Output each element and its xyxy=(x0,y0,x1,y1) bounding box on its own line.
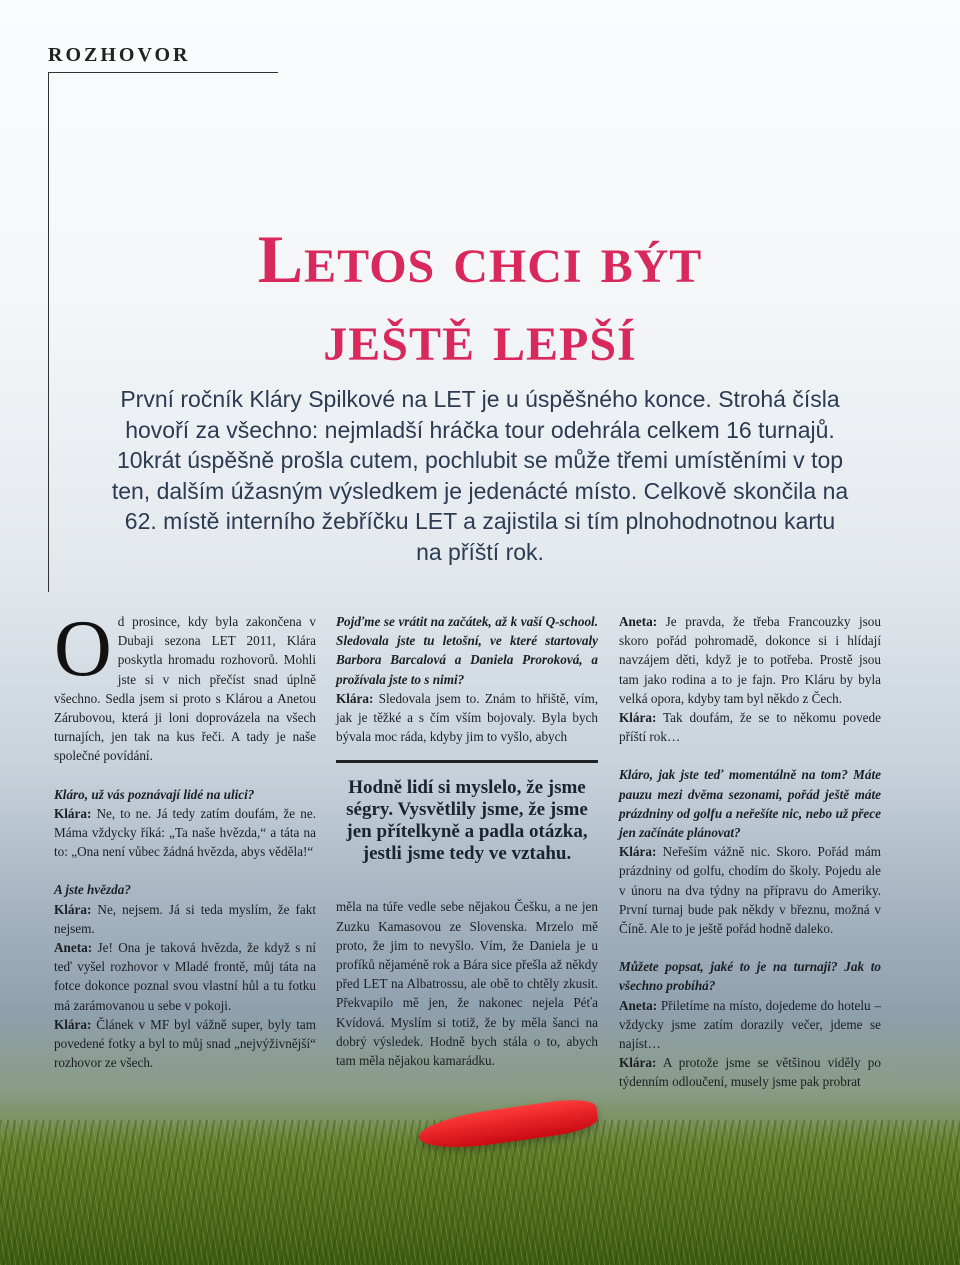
answer xyxy=(336,689,598,747)
speaker: Klára: xyxy=(619,1055,657,1071)
answer-text: Je pravda, že třeba Francouzky jsou skoro pořád pohromadě, dokonce si i hlídají navzájem děti, když je to potřeba. Prostě jsou tam jako rodina a to je fajn. Pro Kláru by byla velká opora, kdyby tam byl někdo z Čech. xyxy=(619,614,881,706)
column-3 xyxy=(619,612,881,1092)
answer-text: Ne, to ne. Já tedy zatím doufám, že ne. Máma vždycky říká: „Ta naše hvězda,“ a táta na to: „Ona není vůbec žádná hvězda, abys věděla!“ xyxy=(54,805,316,860)
pull-quote: Hodně lidí si myslelo, že jsme ségry. Vysvětlily jsme, že jsme jen přítelkyně a padla otázka, jestli jsme tedy ve vztahu. xyxy=(336,760,598,877)
dropcap: O xyxy=(54,605,112,693)
question: A jste hvězda? xyxy=(54,882,131,898)
question: Kláro, jak jste teď momentálně na tom? Máte pauzu mezi dvěma sezonami, pořád ještě máte prázdniny od golfu a neřešíte nic, nebo už přece jen začínáte plánovat? xyxy=(619,767,881,841)
answer-text: Přiletíme na místo, dojedeme do hotelu – vždycky jsme zatím dorazily večer, jdeme se najíst… xyxy=(619,997,881,1052)
answer xyxy=(619,842,881,938)
column-1 xyxy=(54,605,316,1072)
speaker: Klára: xyxy=(619,710,657,726)
answer xyxy=(54,900,316,938)
speaker: Klára: xyxy=(54,1016,92,1032)
answer-text: A protože jsme se většinou viděly po týdenním odloučení, musely jsme pak probrat xyxy=(619,1055,881,1090)
answer xyxy=(54,804,316,862)
intro-paragraph xyxy=(54,605,316,766)
answer xyxy=(619,1053,881,1091)
answer xyxy=(619,708,881,746)
answer xyxy=(619,996,881,1054)
answer-text: Tak doufám, že se to někomu povede příští rok… xyxy=(619,710,881,745)
speaker: Klára: xyxy=(54,901,92,917)
answer-text: Je! Ona je taková hvězda, že když s ní teď vyšel rozhovor v Mladé frontě, můj táta na fotce dokonce poznal svou vlastní hůl a tu fotku má zarámovanou u sebe v pokoji. xyxy=(54,940,316,1013)
answer-text: Článek v MF byl vážně super, byly tam povedené fotky a byl to můj snad „nejvýživnější“ rozhovor ze všech. xyxy=(54,1016,316,1071)
question: Pojďme se vrátit na začátek, až k vaší Q-school. Sledovala jste tu letošní, ve které startovaly Barbora Barcalová a Daniela Proroková, a prožívala jste to s nimi? xyxy=(336,614,598,687)
speaker: Aneta: xyxy=(54,940,93,956)
answer-continued: měla na túře vedle sebe nějakou Češku, a ne jen Zuzku Kamasovou ze Slovenska. Mrzelo mě proto, že jim to nevyšlo. Vím, že Daniela je u profíků nějaméně rok a Bára sice přešla až někdy před LET na Albatrossu, ale obě to chtěly zkusit. Překvapilo mě jen, že nakonec nejela Péťa Kvídová. Myslím si totiž, že by měla šanci na dobrý výsledek. Hodně bych stála o to, abych tam měla nějakou kamarádku. xyxy=(336,899,598,1069)
answer xyxy=(54,1015,316,1073)
speaker: Klára: xyxy=(619,844,657,860)
question: Kláro, už vás poznávají lidé na ulici? xyxy=(54,786,255,802)
intro-text: d prosince, kdy byla zakončena v Dubaji sezona LET 2011, Klára poskytla hromadu rozhovorů. Mohli jste si v nich přečíst snad úplně všechno. Sedla jsem si proto s Klárou a Anetou Zárubovou, která ji loni doprovázela na všech turnajích, jen tak na kus řeči. A tady je naše společné povídání. xyxy=(54,614,316,764)
answer-text: Sledovala jsem to. Znám to hřiště, vím, jak je těžké a s čím vším bojovaly. Byla bych bývala moc ráda, kdyby jim to vyšlo, abych xyxy=(336,690,598,745)
section-label: ROZHOVOR xyxy=(48,44,191,66)
headline-line-2: ještě lepší xyxy=(323,299,637,375)
speaker: Klára: xyxy=(54,805,92,821)
frame-rule-top xyxy=(48,72,278,73)
speaker: Klára: xyxy=(336,690,374,706)
lead-paragraph: První ročník Kláry Spilkové na LET je u úspěšného konce. Strohá čísla hovoří za všechno: nejmladší hráčka tour odehrála celkem 16 turnajů. 10krát úspěšně prošla cutem, pochlubit se může třemi umístěními v top ten, dalším úžasným výsledkem je jedenácté místo. Celkově skončila na 62. místě interního žebříčku LET a zajistila si tím plnohodnotnou kartu na příští rok. xyxy=(111,386,849,565)
headline-line-1: Letos chci být xyxy=(257,221,703,297)
answer-text: Neřeším vážně nic. Skoro. Pořád mám prázdniny od golfu, chodím do školy. Pojedu ale v únoru na dva týdny na přípravu do Ameriky. První turnaj bude pak někdy v březnu, možná v Číně. Ale to je ještě pořád hodně daleko. xyxy=(619,844,881,937)
answer xyxy=(619,612,881,708)
answer xyxy=(54,938,316,1015)
speaker: Aneta: xyxy=(619,997,658,1013)
answer-text: Ne, nejsem. Já si teda myslím, že fakt nejsem. xyxy=(54,901,316,936)
speaker: Aneta: xyxy=(619,614,658,629)
headline xyxy=(0,220,960,376)
question: Můžete popsat, jaké to je na turnaji? Jak to všechno probíhá? xyxy=(619,959,881,994)
column-2 xyxy=(336,612,598,1070)
